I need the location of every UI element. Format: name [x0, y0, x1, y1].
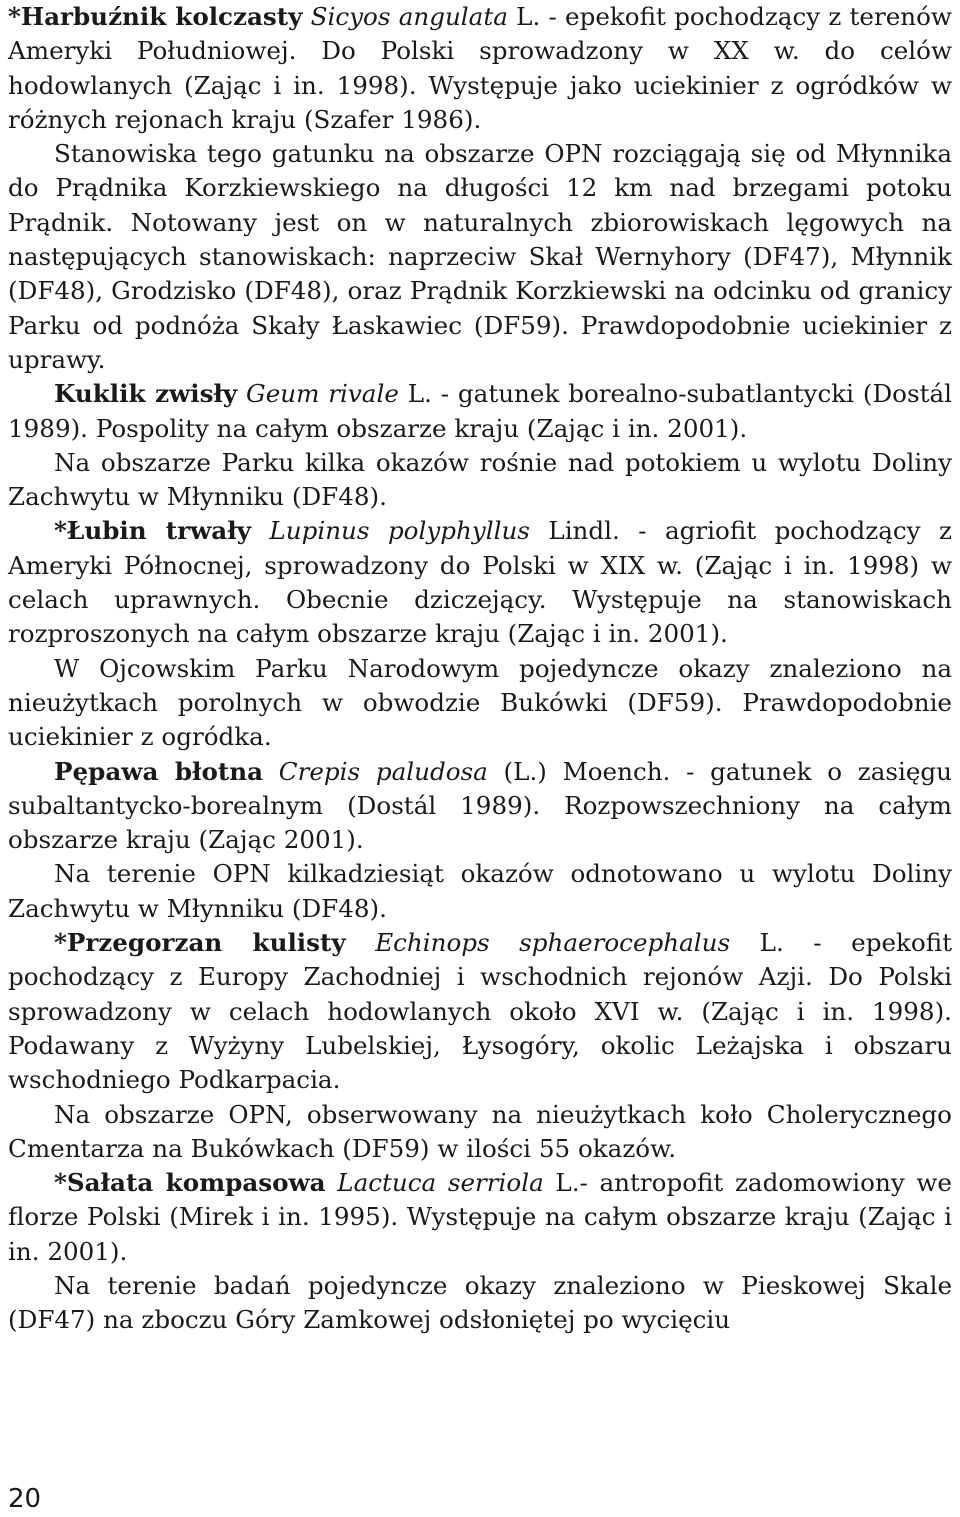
species-name: *Przegorzan kulisty [54, 928, 346, 958]
entry-salata-locations: Na terenie badań pojedyncze okazy znaleziono w Pieskowej Skale (DF47) na zboczu Góry Zamkowej odsłoniętej po wycięciu [8, 1270, 952, 1335]
entry-harbuznik-locations: Stanowiska tego gatunku na obszarze OPN rozciągają się od Młynnika do Prądnika Korzkiewskiego na długości 12 km nad brzegami potoku Prądnik. Notowany jest on w naturalnych zbiorowiskach lęgowych na następujących stanowiskach: naprzeciw Skał Wernyhory (DF47), Młynnik (DF48), Grodzisko (DF48), oraz Prądnik Korzkiewski na odcinku od granicy Parku od podnóża Skały Łaskawiec (DF59). Prawdopodobnie uciekinier z uprawy. [8, 139, 952, 374]
entry-przegorzan [8, 926, 952, 1097]
latin-name: Lactuca serriola [337, 1168, 544, 1198]
entry-lubin-locations: W Ojcowskim Parku Narodowym pojedyncze okazy znaleziono na nieużytkach porolnych w obwodzie Bukówki (DF59). Prawdopodobnie uciekinier z ogródka. [8, 653, 952, 752]
entry-description: Lindl. - agriofit pochodzący z Ameryki Północnej, sprowadzony do Polski w XIX w. (Zając i in. 1998) w celach uprawnych. Obecnie dziczejący. Występuje na stanowiskach rozproszonych na całym obszarze kraju (Zając i in. 2001). [8, 516, 952, 649]
entry-lubin [8, 514, 952, 651]
entry-kuklik [8, 377, 952, 446]
entry-przegorzan-locations: Na obszarze OPN, obserwowany na nieużytkach koło Cholerycznego Cmentarza na Bukówkach (DF59) w ilości 55 okazów. [8, 1099, 952, 1163]
entry-pepawa [8, 755, 952, 858]
entry-pepawa-locations: Na terenie OPN kilkadziesiąt okazów odnotowano u wylotu Doliny Zachwytu w Młynniku (DF48). [8, 859, 952, 923]
latin-name: Geum rivale [246, 379, 399, 409]
entry-description: L. - gatunek borealno-subatlantycki (Dostál 1989). Pospolity na całym obszarze kraju (Zając i in. 2001). [8, 379, 952, 443]
entry-description: (L.) Moench. - gatunek o zasięgu subaltantycko-borealnym (Dostál 1989). Rozpowszechniony na całym obszarze kraju (Zając 2001). [8, 756, 952, 855]
latin-name: Lupinus polyphyllus [269, 516, 530, 546]
entry-harbuznik [8, 0, 952, 137]
latin-name: Echinops sphaerocephalus [375, 928, 731, 958]
latin-name: Sicyos angulata [310, 2, 508, 31]
document-body [8, 0, 952, 1338]
species-name: *Sałata kompasowa [54, 1168, 326, 1198]
entry-kuklik-locations: Na obszarze Parku kilka okazów rośnie nad potokiem u wylotu Doliny Zachwytu w Młynniku (DF48). [8, 447, 952, 512]
entry-salata [8, 1166, 952, 1269]
entry-description: L. - epekofit pochodzący z Europy Zachodniej i wschodnich rejonów Azji. Do Polski sprowadzony w celach hodowlanych około XVI w. (Zając i in. 1998). Podawany z Wyżyny Lubelskiej, Łysogóry, okolic Leżajska i obszaru wschodniego Podkarpacia. [8, 928, 952, 1095]
latin-name: Crepis paludosa [278, 756, 488, 786]
entry-description: L. - epekofit pochodzący z terenów Ameryki Południowej. Do Polski sprowadzony w XX w. do celów hodowlanych (Zając i in. 1998). Występuje jako uciekinier z ogródków w różnych rejonach kraju (Szafer 1986). [8, 2, 952, 134]
species-name: *Łubin trwały [54, 516, 251, 546]
species-name: Pępawa błotna [54, 756, 264, 786]
entry-description: L.- antropofit zadomowiony we florze Polski (Mirek i in. 1995). Występuje na całym obszarze kraju (Zając i in. 2001). [8, 1168, 952, 1266]
species-name: Kuklik zwisły [54, 379, 238, 409]
species-name: *Harbuźnik kolczasty [8, 2, 303, 31]
page-number: 20 [8, 1484, 42, 1514]
